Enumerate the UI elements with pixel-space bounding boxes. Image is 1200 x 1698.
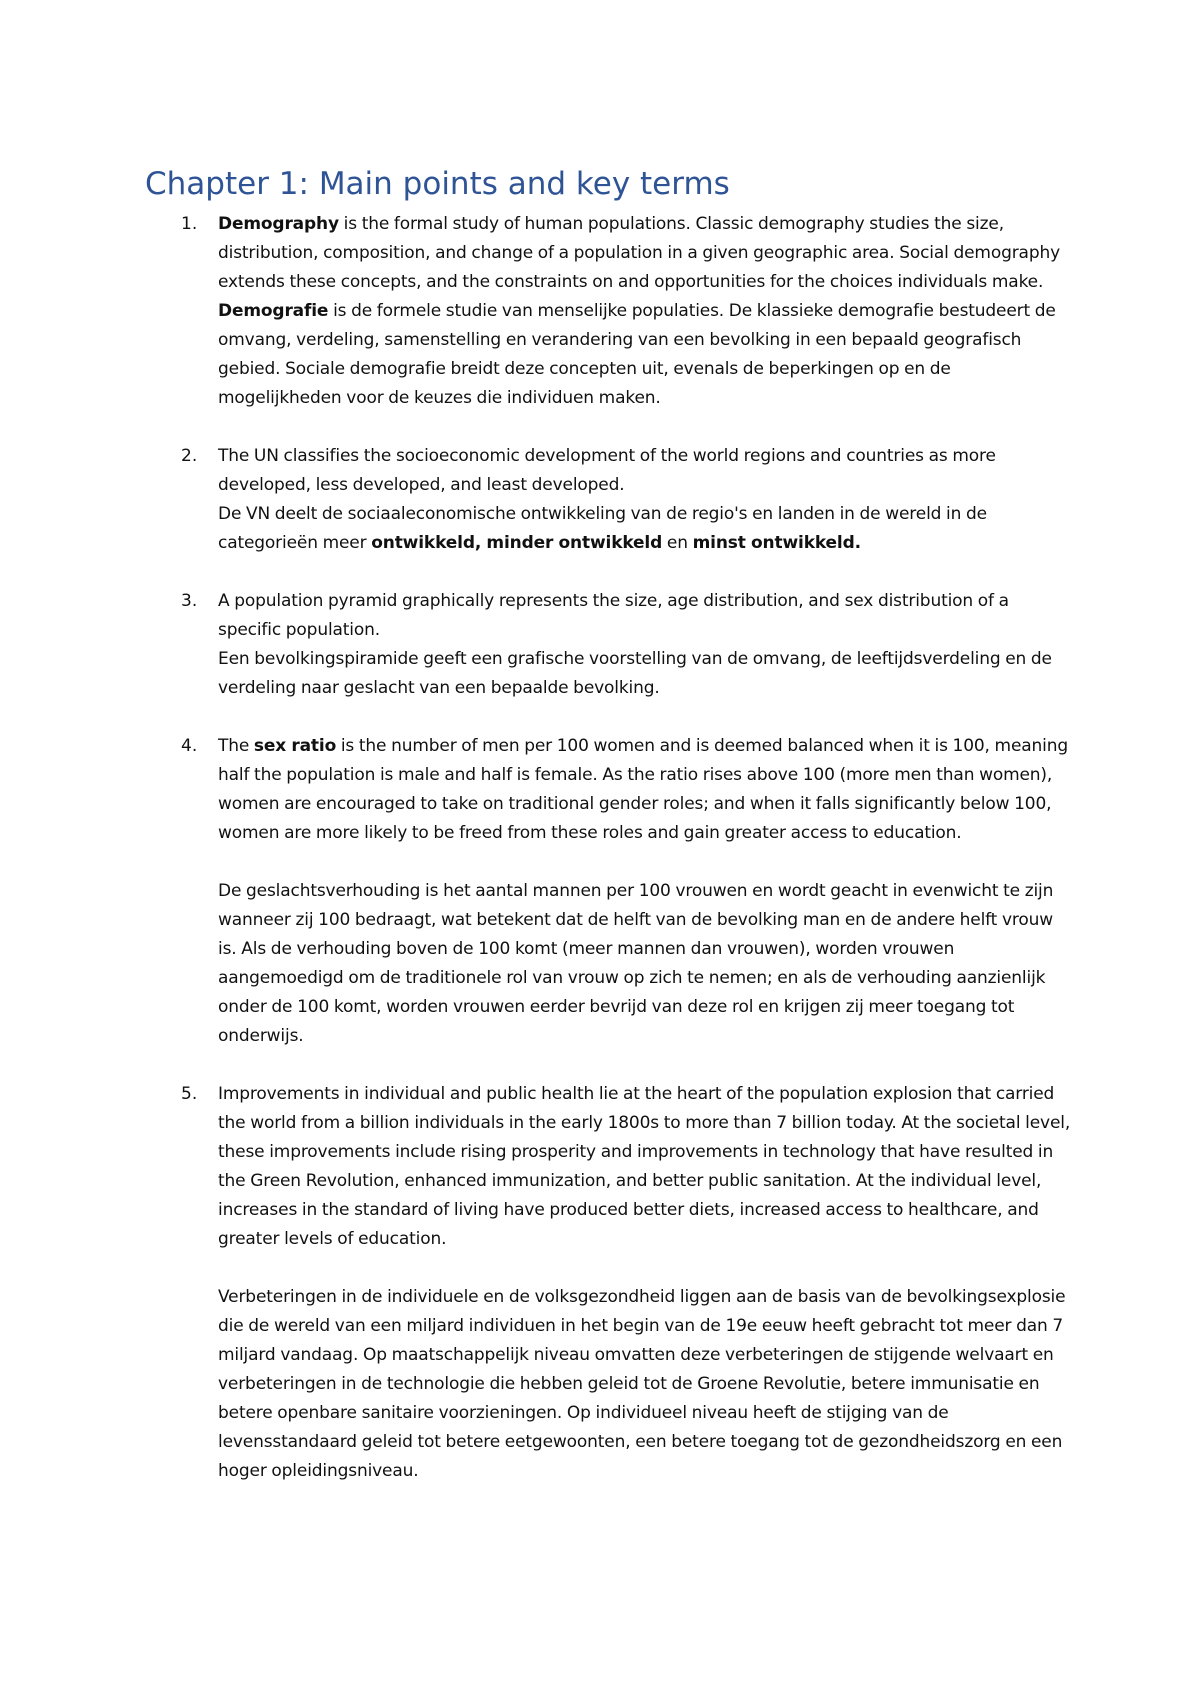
item-number: 4. (181, 736, 198, 756)
list-item (145, 587, 1075, 703)
key-points-list (145, 210, 1075, 1515)
key-term: minst ontwikkeld. (692, 533, 861, 553)
key-term: Demography (218, 214, 339, 234)
item-number: 3. (181, 591, 198, 611)
key-term: ontwikkeld, minder ontwikkeld (371, 533, 663, 553)
list-item (145, 1080, 1075, 1486)
key-term: sex ratio (253, 736, 337, 756)
list-item (145, 442, 1075, 558)
dutch-paragraph: De VN deelt de sociaaleconomische ontwikkeling van de regio's en landen in de wereld in de categorieën meer ontwikkeld, minder ontwikkeld en minst ontwikkeld. (218, 504, 987, 553)
dutch-paragraph: Verbeteringen in de individuele en de volksgezondheid liggen aan de basis van de bevolkingsexplosie die de wereld van een miljard individuen in het begin van de 19e eeuw heeft gebracht tot meer dan 7 miljard vandaag. Op maatschappelijk niveau omvatten deze verbeteringen de stijgende welvaart en verbeteringen in de technologie die hebben geleid tot de Groene Revolutie, betere immunisatie en betere openbare sanitaire voorzieningen. Op individueel niveau heeft de stijging van de levensstandaard geleid tot betere eetgewoonten, een betere toegang tot de gezondheidszorg en een hoger opleidingsniveau. (218, 1287, 1066, 1481)
english-paragraph: The sex ratio is the number of men per 100 women and is deemed balanced when it is 100, meaning half the population is male and half is female. As the ratio rises above 100 (more men than women), women are encouraged to take on traditional gender roles; and when it falls significantly below 100, women are more likely to be freed from these roles and gain greater access to education. (218, 736, 1068, 843)
page-title: Chapter 1: Main points and key terms (145, 166, 730, 202)
dutch-paragraph: Demografie is de formele studie van menselijke populaties. De klassieke demografie bestudeert de omvang, verdeling, samenstelling en verandering van een bevolking in een bepaald geografisch gebied. Sociale demografie breidt deze concepten uit, evenals de beperkingen op en de mogelijkheden voor de keuzes die individuen maken. (218, 301, 1056, 408)
english-paragraph: A population pyramid graphically represents the size, age distribution, and sex distribution of a specific population. (218, 591, 1009, 640)
list-item (145, 732, 1075, 1051)
key-term: Demografie (218, 301, 329, 321)
list-item (145, 210, 1075, 413)
dutch-paragraph: De geslachtsverhouding is het aantal mannen per 100 vrouwen en wordt geacht in evenwicht te zijn wanneer zij 100 bedraagt, wat betekent dat de helft van de bevolking man en de andere helft vrouw is. Als de verhouding boven de 100 komt (meer mannen dan vrouwen), worden vrouwen aangemoedigd om de traditionele rol van vrouw op zich te nemen; en als de verhouding aanzienlijk onder de 100 komt, worden vrouwen eerder bevrijd van deze rol en krijgen zij meer toegang tot onderwijs. (218, 881, 1054, 1046)
dutch-paragraph: Een bevolkingspiramide geeft een grafische voorstelling van de omvang, de leeftijdsverdeling en de verdeling naar geslacht van een bepaalde bevolking. (218, 649, 1052, 698)
item-number: 2. (181, 446, 198, 466)
item-number: 1. (181, 214, 198, 234)
english-paragraph: Demography is the formal study of human populations. Classic demography studies the size, distribution, composition, and change of a population in a given geographic area. Social demography extends these concepts, and the constraints on and opportunities for the choices individuals make. (218, 214, 1060, 292)
english-paragraph: The UN classifies the socioeconomic development of the world regions and countries as more developed, less developed, and least developed. (218, 446, 996, 495)
item-number: 5. (181, 1084, 198, 1104)
english-paragraph: Improvements in individual and public health lie at the heart of the population explosion that carried the world from a billion individuals in the early 1800s to more than 7 billion today. At the societal level, these improvements include rising prosperity and improvements in technology that have resulted in the Green Revolution, enhanced immunization, and better public sanitation. At the individual level, increases in the standard of living have produced better diets, increased access to healthcare, and greater levels of education. (218, 1084, 1071, 1249)
